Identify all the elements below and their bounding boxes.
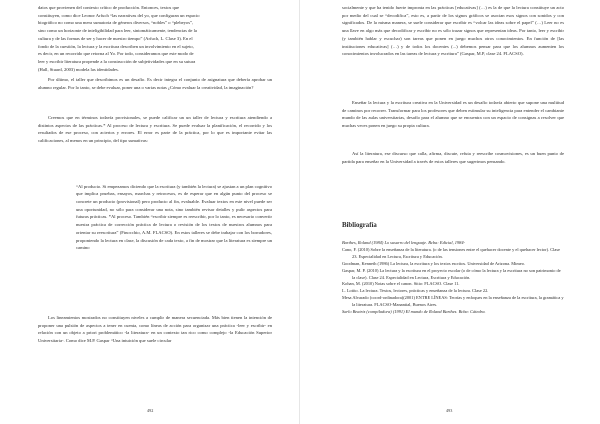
bibliography-list (342, 240, 564, 316)
text-line: es decir, en un recorrido que retorna al Yo. Por todo, consideramos que este modo de (38, 51, 194, 57)
right-page (300, 0, 600, 424)
block-quote: “Al producto. Si empezamos diciendo que la escritura (y también la lectura) se ajustan a un plan cognitivo que implica pruebas, ensayos, marchas y retrocesos, es de esperar que en algún punto del proceso se concrete un producto (provisional) pero producto al fin, evaluable. Evaluar textos en este nivel puede ser una oportunidad, no sólo para considerar una nota, sino también revisar detalles y pulir aspectos para futuras prácticas. *Al proceso. También “escribir siempre es reescribir, por lo tanto, es necesario convertir nuestra práctica de corrección práctica de lectura o revisión de los textos de nuestros alumnos para orientar su reescritura” (Finocchio, A.M. FLACSO). En estos talleres se debe trabajar con los borradores, proponiendo la lectura en clase, la discusión de cada texto, a fin de mostrar que la literatura es siempre un camino (76, 183, 272, 251)
bibliography-entry: Goodman, Kenneth (1986) La lectura, la escritura y los textos escritos. Universidad de Arizona. Mimeo. (342, 260, 526, 266)
bibliography-entry: Kohan, M. (2010) Notas sobre el canon. Sitio: FLACSO. Clase 11. (342, 281, 460, 287)
text-line: cultura y de las formas de ser y hacer de nuestro tiempo” (Arfuch, L. Clase 3). En el (38, 35, 193, 41)
text-line: (Hall, Stuard, 2003) modela las identidades. (38, 66, 119, 72)
challenge-paragraph: Enseñar la lectura y la escritura creativa en la Universidad es un desafío todavía abierto que supone una multitud de caminos por recorrer. Transformar para los profesores que deben estimular su inteligencia para entender el cambiante mundo de las aulas universitarias, desafío para el alumno que se encuentra con un espacio de consignas a resolver que muchas veces ponen en juego su propia cultura. (342, 100, 564, 129)
page-number: 492 (147, 408, 154, 413)
conclusion-paragraph: Así la literatura, ese discurso que calla, afirma, discute, refuta y reescribe cosmovisiones, es un buen punto de partida para enseñar en la Universidad a través de estos talleres que sugerimos pensando. (342, 151, 564, 164)
text-line: biográfico no como una mera sumatoria de géneros diversos, “nobles” o “plebeyos”, (38, 20, 194, 26)
text-line: leer y escribir literatura propende a la construcción de subjetividades que en su sutura (38, 58, 196, 64)
quote-continuation-paragraph: socialmente y que ha tenido fuerte impronta en las prácticas [educativas] (…) es la de que la lectura constituye un acto por medio del cual se “decodifica”, esto es, a partir de los signos gráficos se asocian esos signos con sonidos y con significados. De la misma manera, se suele considerar que escribir es “volcar las ideas sobre el papel” (…) Leer no es una llave en algo más que decodificar y escribir no es sólo trazar signos que representan ideas. Por tanto, leer y escribir (y también hablar y escuchar) son tareas que ponen en juego muchos otros conocimientos. En función de [las instituciones educativas] (…) y de todos los docentes (...) debemos pensar para que los alumnos aumenten los conocimientos involucrados en las tareas de lectura y escritura” (Gaspar, M.P, clase 24. FLACSO). (342, 5, 564, 57)
closing-paragraph: Los lineamientos mostrados no constituyen niveles a cumplir de manera secuenciada. Más bien tienen la intención de proponer una pulsión de aspectos a tener en cuenta, como líneas de acción para organizar una práctica -leer y escribir- en relación con un objeto a priori problemático -la literatura- en un contexto tan rico como complejo -la Educación Superior Universitaria-. Como dice M.P. Gaspar “Una intuición que suele circular (38, 315, 272, 344)
text-line: datos que provienen del contexto crítico de producción. Entonces, textos que (38, 5, 180, 10)
text-line: constituyen, como dice Leonor Arfuch “las narrativas del yo, que configuran un espacio (38, 12, 200, 18)
text-line: sino como un horizonte de inteligibilidad para leer, sintomáticamente, tendencias de la (38, 28, 197, 34)
bibliography-entry: Barthes, Roland (1984) Lo susurro del lenguaje. Bcba: Edicial, 1984- (342, 240, 466, 245)
intro-paragraph (38, 4, 272, 73)
criteria-paragraph: Creemos que en términos todavía provisionales, se puede calificar un un taller de lectura y escritura atendiendo a distintos aspectos de las prácticas.* Al proceso de lectura y escritura. Se puede evaluar la planificación, el recorrido y los resultados de ese proceso, con aciertos y errores. El error es parte de la práctica, por lo que es importante evitar las calificaciones, al menos en un principio, del tipo sumativas: (38, 115, 272, 144)
page-number: 493 (446, 408, 453, 413)
evaluation-paragraph: Por último, el taller que describimos es un desafío. Es decir integra el conjunto de asignatura que debería aprobar un alumno regular. Por lo tanto, se debe evaluar, poner una o varias notas ¿Cómo evaluar la creatividad, la imaginación? (38, 77, 272, 90)
bibliography-entry: Cano, F. (2010) Sobre la enseñanza de la literatura. (o de las tensiones entre el quehacer docente y el quehacer lector). Clase 23. Especialidad en Lectura, Escritura y Educación. (342, 246, 560, 259)
bibliography-entry: Mesa Alvarado (coord-ordinadora)(2001) ENTRE LÍNEAS: Teorías y enfoques en la enseñanza de la escritura, la gramática y la literatura. FLACSO-Manantial, Buenos Aires. (342, 295, 564, 308)
text-line: fondo de la cuestión, la lectura y la escritura describen un involvimiento en el sujeto, (38, 43, 194, 49)
bibliography-entry: Gaspar, M. P. (2010) La lectura y la escritura en el proyecto escolar (o de cómo la lectura y la escritura no son patrimonio de la clase). Clase 24. Especialidad en Lectura, Escritura y Educación. (342, 267, 561, 280)
bibliography-entry: L. Lotito. La lectura. Textos, lectores, prácticas y enseñanza de la lectura. Clase 22. (342, 288, 489, 294)
bibliography-heading: Bibliografía (342, 222, 377, 229)
bibliography-entry: Sarlo Beatriz (compiladora) (1991) El mundo de Roland Barthes. Bcba: Cátedra. (342, 309, 486, 315)
